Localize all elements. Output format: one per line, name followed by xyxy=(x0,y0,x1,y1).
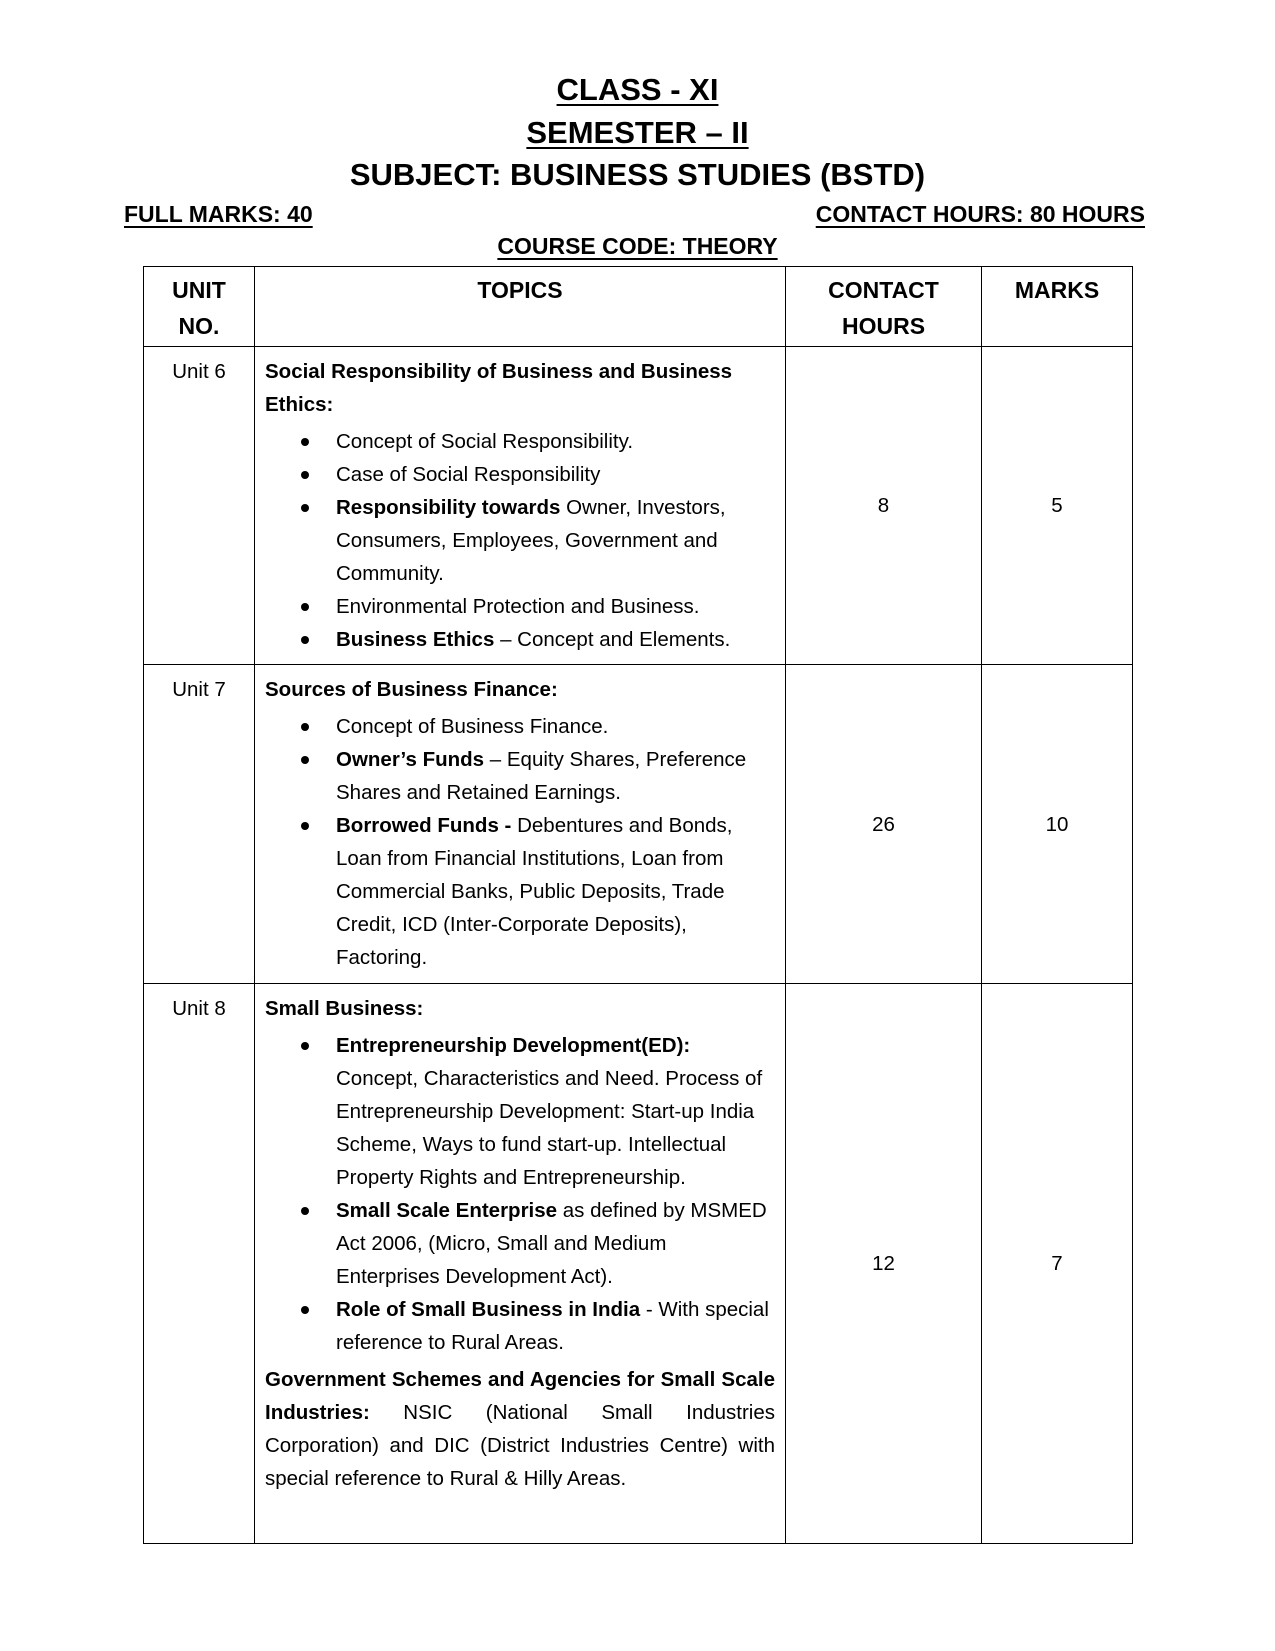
unit-heading: Social Responsibility of Business and Business Ethics: xyxy=(265,360,733,416)
list-item: Small Scale Enterprise as defined by MSMED Act 2006, (Micro, Small and Medium Enterprises Development Act). xyxy=(336,1194,775,1293)
contact-hours-value: 26 xyxy=(786,665,982,984)
list-item: Entrepreneurship Development(ED): Concept, Characteristics and Need. Process of Entrepreneurship Development: Start-up India Scheme, Ways to fund start-up. Intellectual Property Rights and Entrepreneurship. xyxy=(336,1029,775,1194)
list-item: Owner’s Funds – Equity Shares, Preference Shares and Retained Earnings. xyxy=(336,743,775,809)
unit-number: Unit 6 xyxy=(144,347,255,665)
unit-number: Unit 8 xyxy=(144,984,255,1544)
header-contact-hours: CONTACT HOURS xyxy=(786,267,982,347)
list-item: Business Ethics – Concept and Elements. xyxy=(336,623,775,656)
header-unit-no: UNIT NO. xyxy=(144,267,255,347)
class-title: CLASS - XI xyxy=(556,72,719,107)
full-marks-label: FULL MARKS: 40 xyxy=(124,201,313,227)
marks-value: 7 xyxy=(982,984,1133,1544)
topic-list xyxy=(265,425,775,656)
table-row xyxy=(144,665,1133,984)
list-item: Environmental Protection and Business. xyxy=(336,590,775,623)
list-item: Concept of Business Finance. xyxy=(336,710,775,743)
marks-value: 5 xyxy=(982,347,1133,665)
unit-heading: Small Business: xyxy=(265,997,424,1020)
subject-title: SUBJECT: BUSINESS STUDIES (BSTD) xyxy=(349,157,926,192)
semester-title: SEMESTER – II xyxy=(526,115,749,150)
contact-hours-label: CONTACT HOURS: 80 HOURS xyxy=(815,201,1145,227)
contact-hours-value: 12 xyxy=(786,984,982,1544)
list-item: Concept of Social Responsibility. xyxy=(336,425,775,458)
list-item: Case of Social Responsibility xyxy=(336,458,775,491)
contact-hours-value: 8 xyxy=(786,347,982,665)
marks-value: 10 xyxy=(982,665,1133,984)
unit-number: Unit 7 xyxy=(144,665,255,984)
table-row xyxy=(144,984,1133,1544)
government-schemes-text: Government Schemes and Agencies for Small Scale Industries: NSIC (National Small Industries Corporation) and DIC (District Industries Centre) with special reference to Rural & Hilly Areas. xyxy=(265,1368,775,1490)
topics-cell xyxy=(255,347,786,665)
course-code-label: COURSE CODE: THEORY xyxy=(497,233,778,259)
table-header-row xyxy=(144,267,1133,347)
list-item: Responsibility towards Owner, Investors, Consumers, Employees, Government and Community. xyxy=(336,491,775,590)
list-item: Role of Small Business in India - With special reference to Rural Areas. xyxy=(336,1293,775,1359)
header-topics: TOPICS xyxy=(255,267,786,347)
header-marks: MARKS xyxy=(982,267,1133,347)
topics-cell xyxy=(255,665,786,984)
topics-cell xyxy=(255,984,786,1544)
unit-heading: Sources of Business Finance: xyxy=(265,678,558,701)
table-row xyxy=(144,347,1133,665)
topic-list xyxy=(265,1029,775,1359)
syllabus-table xyxy=(143,266,1133,1544)
list-item: Borrowed Funds - Debentures and Bonds, Loan from Financial Institutions, Loan from Commercial Banks, Public Deposits, Trade Credit, ICD (Inter-Corporate Deposits), Factoring. xyxy=(336,809,775,974)
topic-list xyxy=(265,710,775,974)
